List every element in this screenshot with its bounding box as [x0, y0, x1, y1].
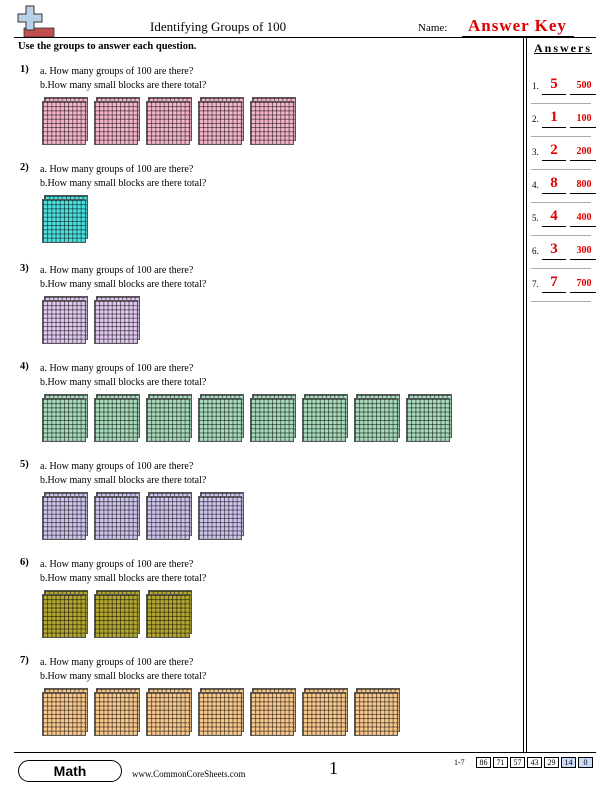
- answer-line: [542, 127, 566, 128]
- hundred-block-front: [42, 199, 86, 243]
- answer-line: [542, 226, 566, 227]
- question-part-a: a. How many groups of 100 are there?: [40, 265, 194, 276]
- hundred-block: [94, 296, 140, 342]
- question-number: 7): [20, 655, 29, 666]
- hundred-block-front: [146, 496, 190, 540]
- hundred-block: [302, 394, 348, 440]
- hundred-block-front: [354, 692, 398, 736]
- hundred-block-front: [146, 692, 190, 736]
- answer-groups: 7: [550, 274, 558, 290]
- hundred-block-front: [406, 398, 450, 442]
- score-cell: 14: [561, 757, 576, 768]
- question-part-b: b.How many small blocks are there total?: [40, 671, 207, 682]
- hundred-block: [94, 492, 140, 538]
- hundred-block: [250, 97, 296, 143]
- question-number: 1): [20, 64, 29, 75]
- answer-groups: 5: [550, 76, 558, 92]
- hundred-block-front: [94, 101, 138, 145]
- hundred-block: [42, 590, 88, 636]
- hundred-block: [94, 97, 140, 143]
- hundred-block-front: [198, 101, 242, 145]
- hundred-block-front: [94, 496, 138, 540]
- hundred-block-front: [198, 398, 242, 442]
- hundred-block: [146, 492, 192, 538]
- question-part-b: b.How many small blocks are there total?: [40, 573, 207, 584]
- hundred-block-front: [94, 594, 138, 638]
- subject-badge: Math: [18, 760, 122, 782]
- answer-groups: 1: [550, 109, 558, 125]
- answer-line: [542, 259, 566, 260]
- column-divider: [523, 37, 524, 752]
- question-part-a: a. How many groups of 100 are there?: [40, 657, 194, 668]
- hundred-block-front: [250, 692, 294, 736]
- hundred-block-front: [42, 300, 86, 344]
- hundred-block-front: [250, 101, 294, 145]
- instructions: Use the groups to answer each question.: [18, 41, 197, 52]
- hundred-block-front: [302, 692, 346, 736]
- answer-groups: 8: [550, 175, 558, 191]
- answer-line: [570, 226, 596, 227]
- answer-separator: [531, 202, 591, 203]
- hundred-block-front: [42, 496, 86, 540]
- header-divider: [14, 37, 596, 38]
- answer-number: 2.: [532, 114, 539, 124]
- hundred-block-front: [42, 594, 86, 638]
- hundred-block: [94, 688, 140, 734]
- score-cell: 57: [510, 757, 525, 768]
- answers-title: Answers: [534, 41, 592, 55]
- answer-line: [542, 193, 566, 194]
- answer-total: 500: [576, 80, 592, 91]
- question-number: 4): [20, 361, 29, 372]
- hundred-block: [250, 394, 296, 440]
- hundred-block: [406, 394, 452, 440]
- hundred-block-front: [94, 300, 138, 344]
- answer-line: [570, 160, 596, 161]
- website-link[interactable]: www.CommonCoreSheets.com: [132, 769, 246, 779]
- question-part-a: a. How many groups of 100 are there?: [40, 66, 194, 77]
- question-part-a: a. How many groups of 100 are there?: [40, 164, 194, 175]
- question-part-a: a. How many groups of 100 are there?: [40, 559, 194, 570]
- question-part-b: b.How many small blocks are there total?: [40, 80, 207, 91]
- question-number: 3): [20, 263, 29, 274]
- question-part-b: b.How many small blocks are there total?: [40, 178, 207, 189]
- answer-total: 100: [576, 113, 592, 124]
- hundred-block: [198, 492, 244, 538]
- page-title: Identifying Groups of 100: [150, 19, 287, 34]
- hundred-block: [146, 97, 192, 143]
- answer-number: 5.: [532, 213, 539, 223]
- hundred-block-front: [250, 398, 294, 442]
- hundred-block: [198, 688, 244, 734]
- answer-line: [570, 193, 596, 194]
- name-label: Name:: [418, 22, 448, 34]
- hundred-block: [198, 97, 244, 143]
- hundred-block: [198, 394, 244, 440]
- answer-number: 6.: [532, 246, 539, 256]
- hundred-block-front: [94, 692, 138, 736]
- score-cell: 71: [493, 757, 508, 768]
- hundred-block: [42, 492, 88, 538]
- question-number: 5): [20, 459, 29, 470]
- question-number: 6): [20, 557, 29, 568]
- hundred-block: [42, 195, 88, 241]
- hundred-block: [250, 688, 296, 734]
- hundred-block-front: [146, 398, 190, 442]
- question-part-b: b.How many small blocks are there total?: [40, 377, 207, 388]
- question-part-a: a. How many groups of 100 are there?: [40, 461, 194, 472]
- hundred-block: [94, 590, 140, 636]
- answer-line: [570, 127, 596, 128]
- hundred-block-front: [198, 692, 242, 736]
- hundred-block: [146, 688, 192, 734]
- answer-separator: [531, 136, 591, 137]
- answer-separator: [531, 103, 591, 104]
- hundred-block: [354, 688, 400, 734]
- question-part-a: a. How many groups of 100 are there?: [40, 363, 194, 374]
- answer-number: 1.: [532, 81, 539, 91]
- answer-line: [542, 94, 566, 95]
- plus-logo-icon: [14, 4, 58, 38]
- hundred-block-front: [94, 398, 138, 442]
- answer-total: 200: [576, 146, 592, 157]
- hundred-block-front: [42, 101, 86, 145]
- answer-total: 300: [576, 245, 592, 256]
- answer-number: 7.: [532, 279, 539, 289]
- hundred-block: [42, 97, 88, 143]
- answer-line: [570, 94, 596, 95]
- answer-line: [542, 292, 566, 293]
- answer-line: [570, 259, 596, 260]
- answer-total: 400: [576, 212, 592, 223]
- hundred-block: [42, 296, 88, 342]
- answer-number: 4.: [532, 180, 539, 190]
- answer-line: [542, 160, 566, 161]
- column-divider: [526, 37, 527, 752]
- hundred-block: [42, 688, 88, 734]
- footer-divider: [14, 752, 596, 753]
- answer-groups: 4: [550, 208, 558, 224]
- hundred-block-front: [354, 398, 398, 442]
- hundred-block: [302, 688, 348, 734]
- hundred-block: [94, 394, 140, 440]
- answer-groups: 2: [550, 142, 558, 158]
- question-part-b: b.How many small blocks are there total?: [40, 279, 207, 290]
- hundred-block-front: [146, 101, 190, 145]
- hundred-block: [146, 394, 192, 440]
- score-cell: 86: [476, 757, 491, 768]
- answer-total: 700: [576, 278, 592, 289]
- hundred-block: [42, 394, 88, 440]
- hundred-block-front: [302, 398, 346, 442]
- answer-groups: 3: [550, 241, 558, 257]
- hundred-block: [354, 394, 400, 440]
- answer-separator: [531, 301, 591, 302]
- answer-separator: [531, 235, 591, 236]
- hundred-block: [146, 590, 192, 636]
- score-cell: 29: [544, 757, 559, 768]
- answer-separator: [531, 268, 591, 269]
- hundred-block-front: [198, 496, 242, 540]
- score-range-label: 1-7: [454, 758, 465, 767]
- answer-separator: [531, 169, 591, 170]
- hundred-block-front: [42, 398, 86, 442]
- question-number: 2): [20, 162, 29, 173]
- answer-total: 800: [576, 179, 592, 190]
- page-number: 1: [329, 758, 338, 778]
- answer-number: 3.: [532, 147, 539, 157]
- answer-line: [570, 292, 596, 293]
- question-part-b: b.How many small blocks are there total?: [40, 475, 207, 486]
- hundred-block-front: [42, 692, 86, 736]
- answer-key-label: Answer Key: [468, 16, 567, 35]
- hundred-block-front: [146, 594, 190, 638]
- score-cell: 43: [527, 757, 542, 768]
- score-cell: 0: [578, 757, 593, 768]
